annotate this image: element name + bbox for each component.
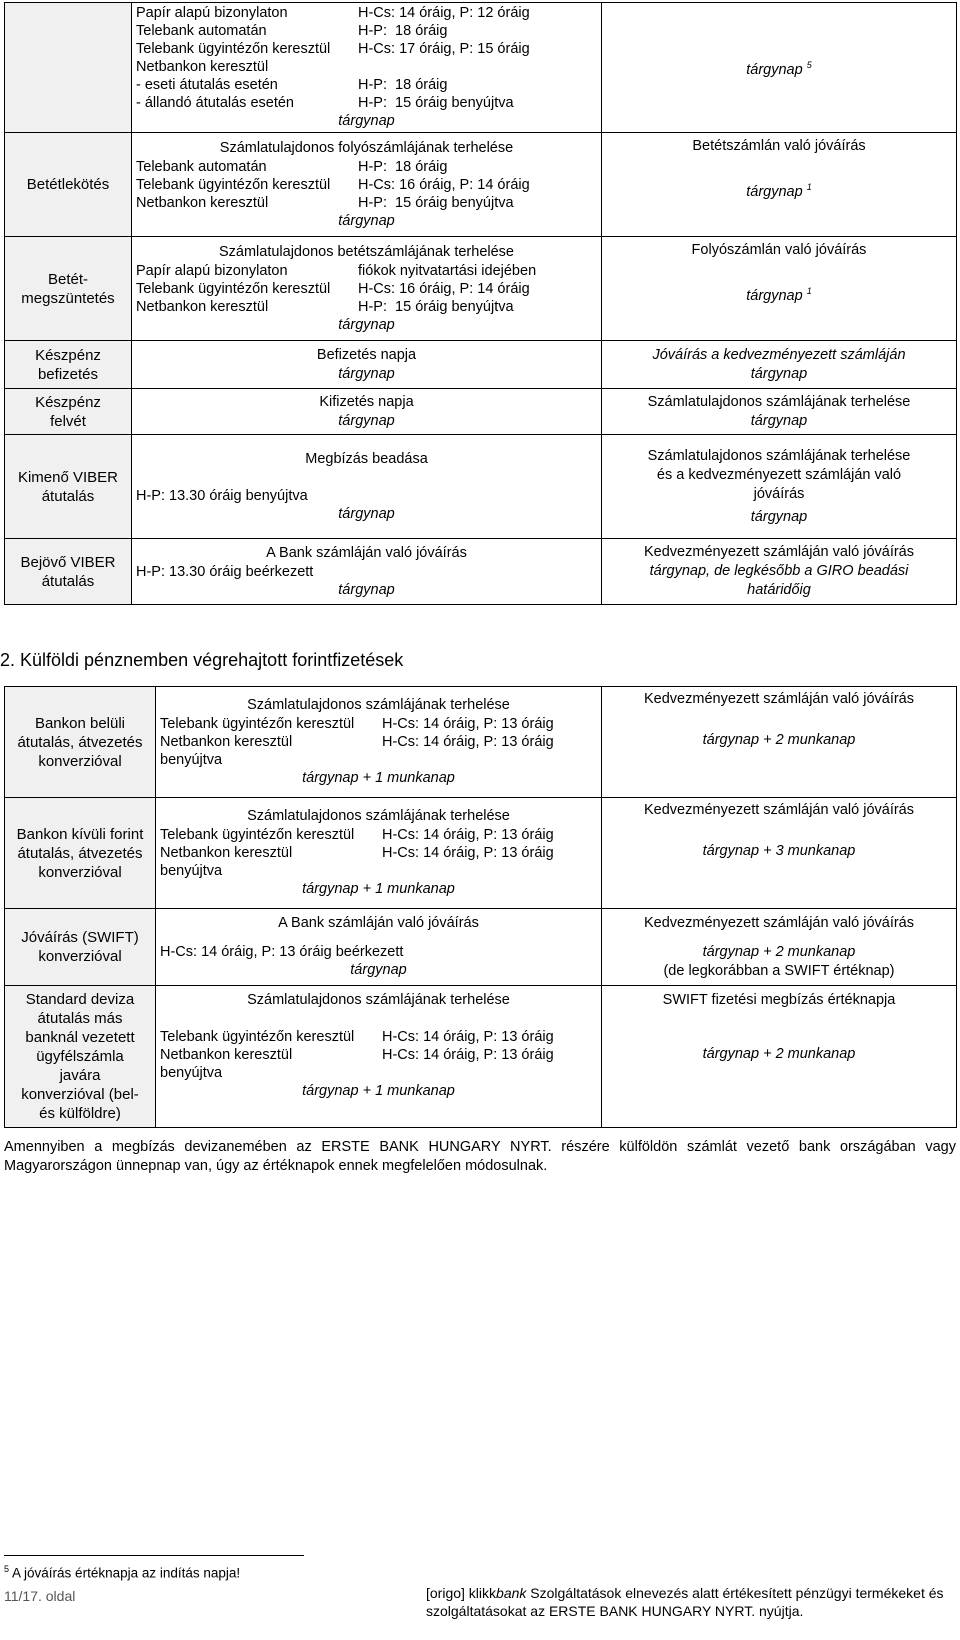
cell-right-r0: tárgynap $^5$	[602, 3, 957, 133]
page-number: 11/17. oldal	[4, 1588, 76, 1604]
cell-mid-t2r2: A Bank számláján való jóváírás H-Cs: 14 óráig, P: 13 óráig beérkezett tárgynap	[156, 909, 602, 986]
cell-mid-r2: Számlatulajdonos betétszámlájának terhelése Papír alapú bizonylaton fiókok nyitvatartási idejében Telebank ügyintézőn keresztül H-Cs: 16 óráig, P: 14 óráig Netbankon keresztül H-P: 15 óráig benyújtva tárgynap	[132, 237, 602, 341]
cell-mid-t2r1: Számlatulajdonos számlájának terhelése Telebank ügyintézőn keresztül H-Cs: 14 óráig, P: 13 óráig Netbankon keresztül H-Cs: 14 óráig, P: 13 óráig benyújtva tárgynap + 1 munkanap	[156, 798, 602, 909]
row-label-keszpenz-befizetes: Készpénz befizetés	[5, 341, 132, 389]
cell-right-r1: Betétszámlán való jóváírás tárgynap $^1$	[602, 133, 957, 237]
row-label-empty	[5, 3, 132, 133]
cell-mid-r1: Számlatulajdonos folyószámlájának terhelése Telebank automatán H-P: 18 óráig Telebank ügyintézőn keresztül H-Cs: 16 óráig, P: 14 óráig Netbankon keresztül H-P: 15 óráig benyújtva tárgynap	[132, 133, 602, 237]
section-heading: 2. Külföldi pénznemben végrehajtott forintfizetések	[0, 650, 404, 670]
cell-mid-r0: Papír alapú bizonylaton H-Cs: 14 óráig, P: 12 óráig Telebank automatán H-P: 18 óráig Telebank ügyintézőn keresztül H-Cs: 17 óráig, P: 15 óráig Netbankon keresztül - eseti átutalás esetén H-P: 18 óráig - állandó átutalás esetén H-P: 15 óráig benyújtva tárgynap	[132, 3, 602, 133]
cell-right-r2: Folyószámlán való jóváírás tárgynap $^1$	[602, 237, 957, 341]
cell-mid-t2r3: Számlatulajdonos számlájának terhelése Telebank ügyintézőn keresztül H-Cs: 14 óráig, P: 13 óráig Netbankon keresztül H-Cs: 14 óráig, P: 13 óráig benyújtva tárgynap + 1 munkanap	[156, 986, 602, 1128]
cell-right-r3: Jóváírás a kedvezményezett számláján tárgynap	[602, 341, 957, 389]
value-date-table-2	[4, 686, 957, 1128]
footnote: $^5$ A jóváírás értéknapja az indítás napja!	[4, 1564, 241, 1581]
cell-right-r5: Számlatulajdonos számlájának terhelése és a kedvezményezett számláján való jóváírás tárgynap	[602, 435, 957, 539]
holiday-note: Amennyiben a megbízás devizanemében az ERSTE BANK HUNGARY NYRT. részére külföldön számlát vezető bank országában vagy Magyarországon ünnepnap van, úgy az értéknapok ennek megfelelően módosulnak.	[4, 1139, 956, 1174]
cell-right-t2r2: Kedvezményezett számláján való jóváírás tárgynap + 2 munkanap (de legkorábban a SWIFT értéknap)	[602, 909, 957, 986]
row-label-keszpenz-felvet: Készpénz felvét	[5, 389, 132, 435]
row-label-standard-deviza: Standard deviza átutalás más banknál vezetett ügyfélszámla javára konverzióval (bel- és külföldre)	[5, 986, 156, 1128]
cell-mid-r6: A Bank számláján való jóváírás H-P: 13.30 óráig beérkezett tárgynap	[132, 539, 602, 605]
row-label-bankon-beluli: Bankon belüli átutalás, átvezetés konverzióval	[5, 687, 156, 798]
footnote-divider	[4, 1555, 304, 1556]
row-label-bankon-kivuli: Bankon kívüli forint átutalás, átvezetés konverzióval	[5, 798, 156, 909]
row-label-betetlekotes: Betétlekötés	[5, 133, 132, 237]
row-label-betetmegszuntetes: Betét- megszüntetés	[5, 237, 132, 341]
row-label-jovairas-swift: Jóváírás (SWIFT) konverzióval	[5, 909, 156, 986]
footer-text: [origo] klikkbank Szolgáltatások elnevezés alatt értékesített pénzügyi termékeket és szolgáltatásokat az ERSTE BANK HUNGARY NYRT. nyújtja.	[426, 1585, 944, 1619]
cell-mid-t2r0: Számlatulajdonos számlájának terhelése Telebank ügyintézőn keresztül H-Cs: 14 óráig, P: 13 óráig Netbankon keresztül H-Cs: 14 óráig, P: 13 óráig benyújtva tárgynap + 1 munkanap	[156, 687, 602, 798]
cell-mid-r4: Kifizetés napja tárgynap	[132, 389, 602, 435]
cell-right-t2r1: Kedvezményezett számláján való jóváírás tárgynap + 3 munkanap	[602, 798, 957, 909]
cell-mid-r3: Befizetés napja tárgynap	[132, 341, 602, 389]
row-label-kimeno-viber: Kimenő VIBER átutalás	[5, 435, 132, 539]
cell-right-t2r3: SWIFT fizetési megbízás értéknapja tárgynap + 2 munkanap	[602, 986, 957, 1128]
cell-right-r4: Számlatulajdonos számlájának terhelése tárgynap	[602, 389, 957, 435]
value-date-table-1	[4, 2, 957, 605]
row-label-bejovo-viber: Bejövő VIBER átutalás	[5, 539, 132, 605]
cell-mid-r5: Megbízás beadása H-P: 13.30 óráig benyújtva tárgynap	[132, 435, 602, 539]
cell-right-t2r0: Kedvezményezett számláján való jóváírás tárgynap + 2 munkanap	[602, 687, 957, 798]
cell-right-r6: Kedvezményezett számláján való jóváírás tárgynap, de legkésőbb a GIRO beadási határidőig	[602, 539, 957, 605]
